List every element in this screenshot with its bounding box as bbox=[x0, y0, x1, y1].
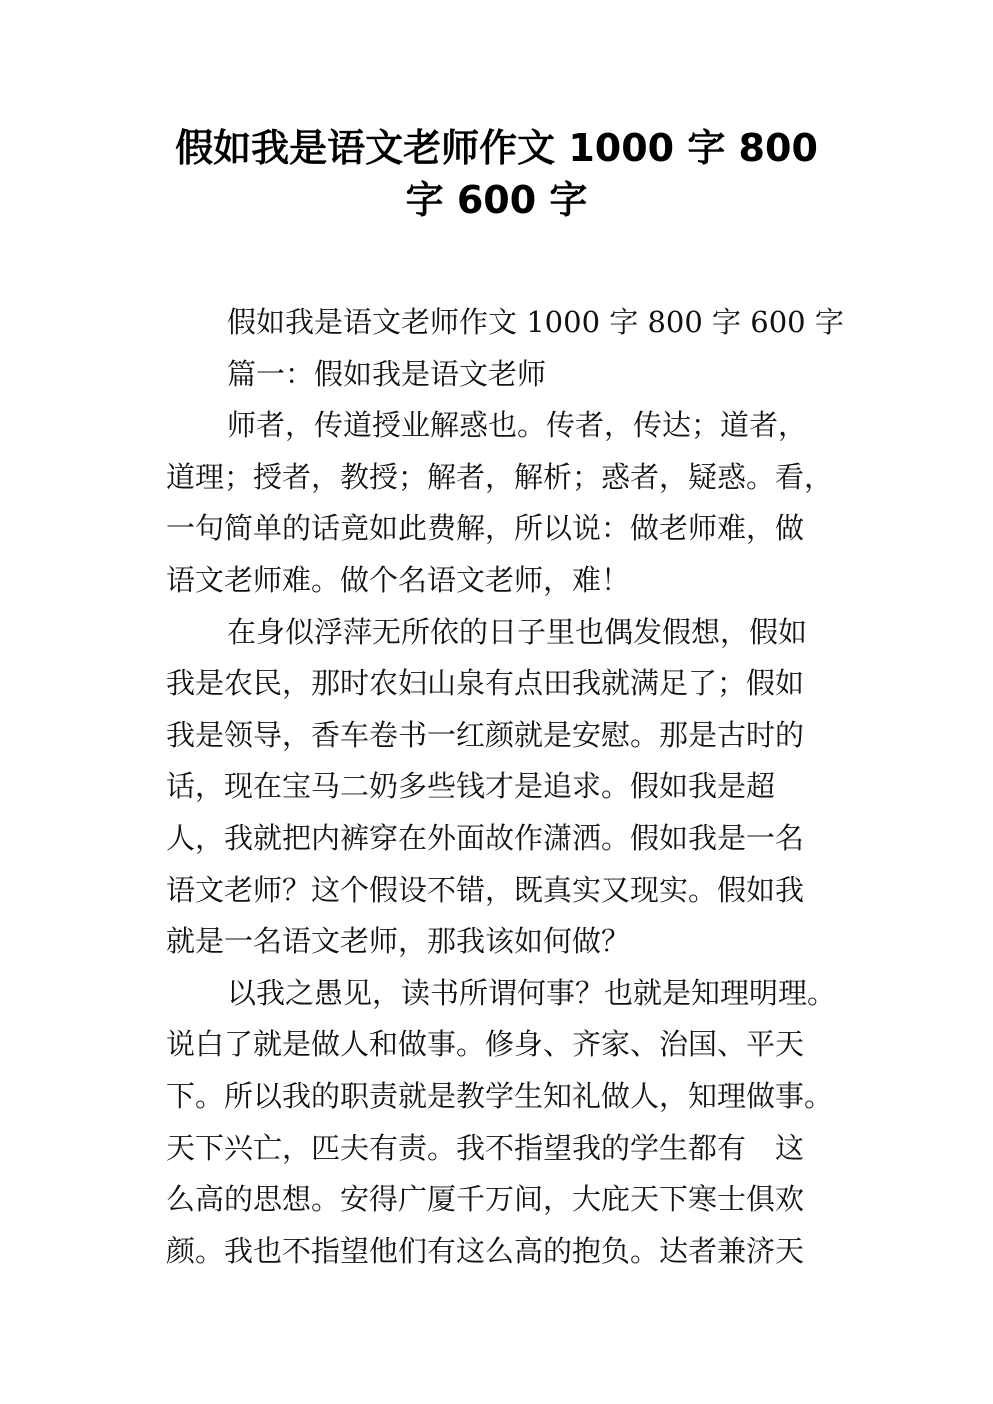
body-line: 一句简单的话竟如此费解，所以说：做老师难，做 bbox=[166, 511, 805, 546]
title-line-1: 假如我是语文老师作文 1000 字 800 bbox=[175, 126, 818, 170]
body-line: 颜。我也不指望他们有这么高的抱负。达者兼济天 bbox=[166, 1233, 805, 1268]
body-line: 语文老师？这个假设不错，既真实又现实。假如我 bbox=[166, 872, 805, 907]
document-body bbox=[166, 297, 846, 1277]
body-line-section-heading: 篇一：假如我是语文老师 bbox=[227, 356, 547, 391]
body-line: 以我之愚见，读书所谓何事？也就是知理明理。 bbox=[227, 975, 837, 1010]
body-line: 么高的思想。安得广厦千万间，大庇天下寒士俱欢 bbox=[166, 1182, 805, 1217]
body-line: 师者，传道授业解惑也。传者，传达；道者， bbox=[227, 408, 808, 443]
document-title bbox=[0, 122, 993, 226]
body-line: 下。所以我的职责就是教学生知礼做人，知理做事。 bbox=[166, 1078, 834, 1113]
body-line: 道理；授者，教授；解者，解析；惑者，疑惑。看， bbox=[166, 459, 834, 494]
body-line-subtitle: 假如我是语文老师作文 1000 字 800 字 600 字 bbox=[227, 305, 844, 339]
body-line: 我是领导，香车卷书一红颜就是安慰。那是古时的 bbox=[166, 717, 805, 752]
body-line: 话，现在宝马二奶多些钱才是追求。假如我是超 bbox=[166, 769, 776, 804]
body-line: 天下兴亡，匹夫有责。我不指望我的学生都有 这 bbox=[166, 1130, 805, 1165]
body-line: 在身似浮萍无所依的日子里也偶发假想，假如 bbox=[227, 614, 808, 649]
body-line: 说白了就是做人和做事。修身、齐家、治国、平天 bbox=[166, 1027, 805, 1062]
body-line: 人，我就把内裤穿在外面故作潇洒。假如我是一名 bbox=[166, 820, 805, 855]
body-line: 语文老师难。做个名语文老师，难！ bbox=[166, 562, 631, 597]
body-line: 就是一名语文老师，那我该如何做？ bbox=[166, 924, 631, 959]
title-line-2: 字 600 字 bbox=[405, 178, 588, 222]
body-line: 我是农民，那时农妇山泉有点田我就满足了；假如 bbox=[166, 666, 805, 701]
